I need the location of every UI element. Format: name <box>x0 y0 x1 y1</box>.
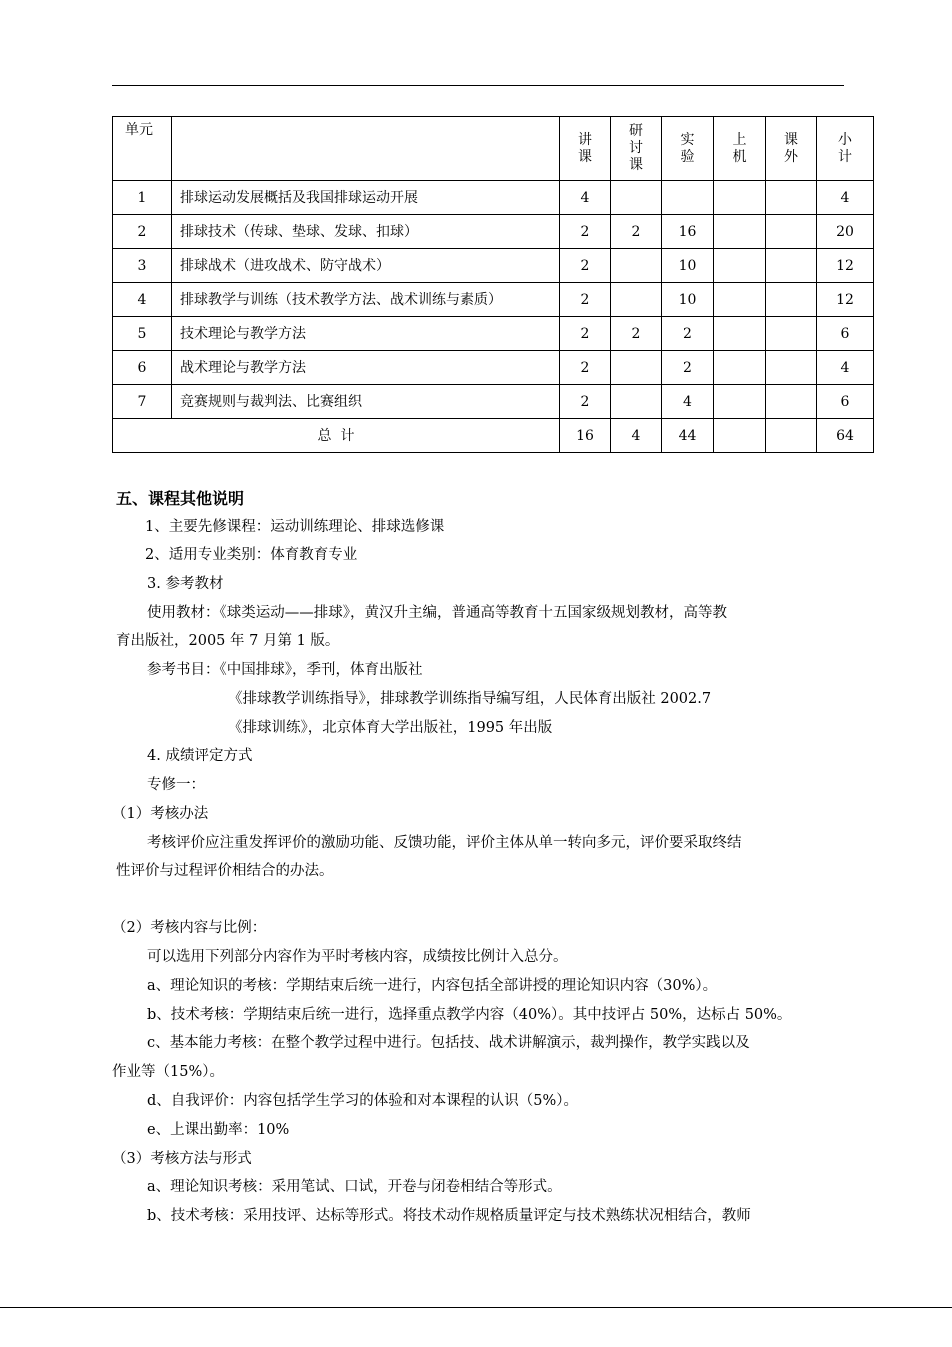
cell-content: 技术理论与教学方法 <box>172 317 560 351</box>
cell-experiment: 4 <box>662 385 714 419</box>
cell-unit: 7 <box>113 385 172 419</box>
cell-lecture: 4 <box>560 181 611 215</box>
cell-seminar: 2 <box>611 317 662 351</box>
table-row <box>113 249 874 283</box>
cell-seminar: 2 <box>611 215 662 249</box>
cell-experiment: 10 <box>662 283 714 317</box>
cell-lecture: 2 <box>560 249 611 283</box>
cell-seminar <box>611 249 662 283</box>
header-subtotal: 小计 <box>817 117 874 181</box>
cell-subtotal: 12 <box>817 249 874 283</box>
header-unit: 单元 <box>113 117 172 181</box>
footer-rule <box>0 1307 952 1308</box>
textbook-line: 使用教材：《球类运动——排球》，黄汉升主编，普通高等教育十五国家级规划教材，高等教 <box>147 605 727 621</box>
cell-lecture: 2 <box>560 351 611 385</box>
cell-experiment: 2 <box>662 317 714 351</box>
cell-extracurricular <box>766 249 817 283</box>
cell-extracurricular <box>766 385 817 419</box>
cell-unit: 5 <box>113 317 172 351</box>
table-header-row <box>113 117 874 181</box>
assessment-method-text-cont: 性评价与过程评价相结合的办法。 <box>116 863 334 879</box>
content-ratio-heading: （2）考核内容与比例： <box>112 920 267 936</box>
cell-subtotal: 4 <box>817 181 874 215</box>
method-b-technique: b、技术考核：采用技评、达标等形式。将技术动作规格质量评定与技术熟练状况相结合，教师 <box>147 1208 751 1224</box>
table-row <box>113 215 874 249</box>
item-e-attendance: e、上课出勤率：10% <box>147 1122 290 1138</box>
content-ratio-intro: 可以选用下列部分内容作为平时考核内容，成绩按比例计入总分。 <box>147 949 568 965</box>
cell-subtotal: 6 <box>817 317 874 351</box>
total-row <box>113 419 874 453</box>
table-row <box>113 317 874 351</box>
cell-content: 排球运动发展概括及我国排球运动开展 <box>172 181 560 215</box>
cell-extracurricular <box>766 215 817 249</box>
cell-lecture: 2 <box>560 317 611 351</box>
cell-computer <box>714 249 766 283</box>
method-form-heading: （3）考核方法与形式 <box>112 1151 252 1167</box>
header-rule <box>112 85 844 86</box>
cell-extracurricular <box>766 351 817 385</box>
cell-extracurricular <box>766 317 817 351</box>
cell-seminar <box>611 181 662 215</box>
table-row <box>113 283 874 317</box>
cell-seminar <box>611 385 662 419</box>
cell-unit: 3 <box>113 249 172 283</box>
total-extracurricular <box>766 419 817 453</box>
method-a-theory: a、理论知识考核：采用笔试、口试，开卷与闭卷相结合等形式。 <box>147 1179 562 1195</box>
header-lecture: 讲课 <box>560 117 611 181</box>
cell-unit: 2 <box>113 215 172 249</box>
cell-experiment: 10 <box>662 249 714 283</box>
item-c-ability: c、基本能力考核：在整个教学过程中进行。包括技、战术讲解演示，裁判操作，教学实践以及 <box>147 1035 750 1051</box>
cell-extracurricular <box>766 283 817 317</box>
table-row <box>113 181 874 215</box>
cell-computer <box>714 385 766 419</box>
total-label: 总 计 <box>113 419 560 453</box>
cell-subtotal: 20 <box>817 215 874 249</box>
header-content <box>172 117 560 181</box>
cell-content: 竞赛规则与裁判法、比赛组织 <box>172 385 560 419</box>
header-extracurricular: 课外 <box>766 117 817 181</box>
cell-content: 排球教学与训练（技术教学方法、战术训练与素质） <box>172 283 560 317</box>
item-b-technique: b、技术考核：学期结束后统一进行，选择重点教学内容（40%）。其中技评占 50%，达标占 50%。 <box>147 1007 792 1023</box>
cell-computer <box>714 283 766 317</box>
textbook-line-cont: 育出版社，2005 年 7 月第 1 版。 <box>116 633 340 649</box>
cell-content: 战术理论与教学方法 <box>172 351 560 385</box>
header-experiment: 实验 <box>662 117 714 181</box>
cell-experiment: 2 <box>662 351 714 385</box>
cell-content: 排球技术（传球、垫球、发球、扣球） <box>172 215 560 249</box>
grading-heading: 4. 成绩评定方式 <box>147 748 253 764</box>
cell-unit: 1 <box>113 181 172 215</box>
reference-book-2: 《排球教学训练指导》，排球教学训练指导编写组，人民体育出版社 2002.7 <box>228 691 712 707</box>
reference-book-3: 《排球训练》，北京体育大学出版社，1995 年出版 <box>228 720 553 736</box>
cell-subtotal: 4 <box>817 351 874 385</box>
total-seminar: 4 <box>611 419 662 453</box>
cell-computer <box>714 351 766 385</box>
major-one-label: 专修一： <box>147 777 205 793</box>
cell-experiment: 16 <box>662 215 714 249</box>
cell-computer <box>714 215 766 249</box>
cell-content: 排球战术（进攻战术、防守战术） <box>172 249 560 283</box>
reference-heading: 3. 参考教材 <box>147 576 224 592</box>
reference-book-1: 参考书目：《中国排球》，季刊，体育出版社 <box>147 662 423 678</box>
cell-lecture: 2 <box>560 215 611 249</box>
table-row <box>113 385 874 419</box>
prerequisite-line: 1、主要先修课程：运动训练理论、排球选修课 <box>145 519 445 535</box>
cell-lecture: 2 <box>560 283 611 317</box>
item-c-ability-cont: 作业等（15%）。 <box>112 1064 224 1080</box>
cell-seminar <box>611 351 662 385</box>
cell-extracurricular <box>766 181 817 215</box>
item-d-self-eval: d、自我评价：内容包括学生学习的体验和对本课程的认识（5%）。 <box>147 1093 579 1109</box>
table-row <box>113 351 874 385</box>
cell-seminar <box>611 283 662 317</box>
cell-unit: 6 <box>113 351 172 385</box>
section-title: 五、课程其他说明 <box>116 489 245 508</box>
header-seminar: 研讨课 <box>611 117 662 181</box>
major-line: 2、适用专业类别：体育教育专业 <box>145 547 358 563</box>
cell-subtotal: 6 <box>817 385 874 419</box>
total-experiment: 44 <box>662 419 714 453</box>
cell-experiment <box>662 181 714 215</box>
total-computer <box>714 419 766 453</box>
cell-unit: 4 <box>113 283 172 317</box>
cell-subtotal: 12 <box>817 283 874 317</box>
item-a-theory: a、理论知识的考核：学期结束后统一进行，内容包括全部讲授的理论知识内容（30%）。 <box>147 978 718 994</box>
cell-computer <box>714 317 766 351</box>
teaching-hours-table <box>112 116 874 453</box>
total-lecture: 16 <box>560 419 611 453</box>
total-subtotal: 64 <box>817 419 874 453</box>
assessment-method-heading: （1）考核办法 <box>112 806 209 822</box>
cell-lecture: 2 <box>560 385 611 419</box>
cell-computer <box>714 181 766 215</box>
header-computer: 上机 <box>714 117 766 181</box>
assessment-method-text: 考核评价应注重发挥评价的激励功能、反馈功能，评价主体从单一转向多元，评价要采取终结 <box>147 835 742 851</box>
